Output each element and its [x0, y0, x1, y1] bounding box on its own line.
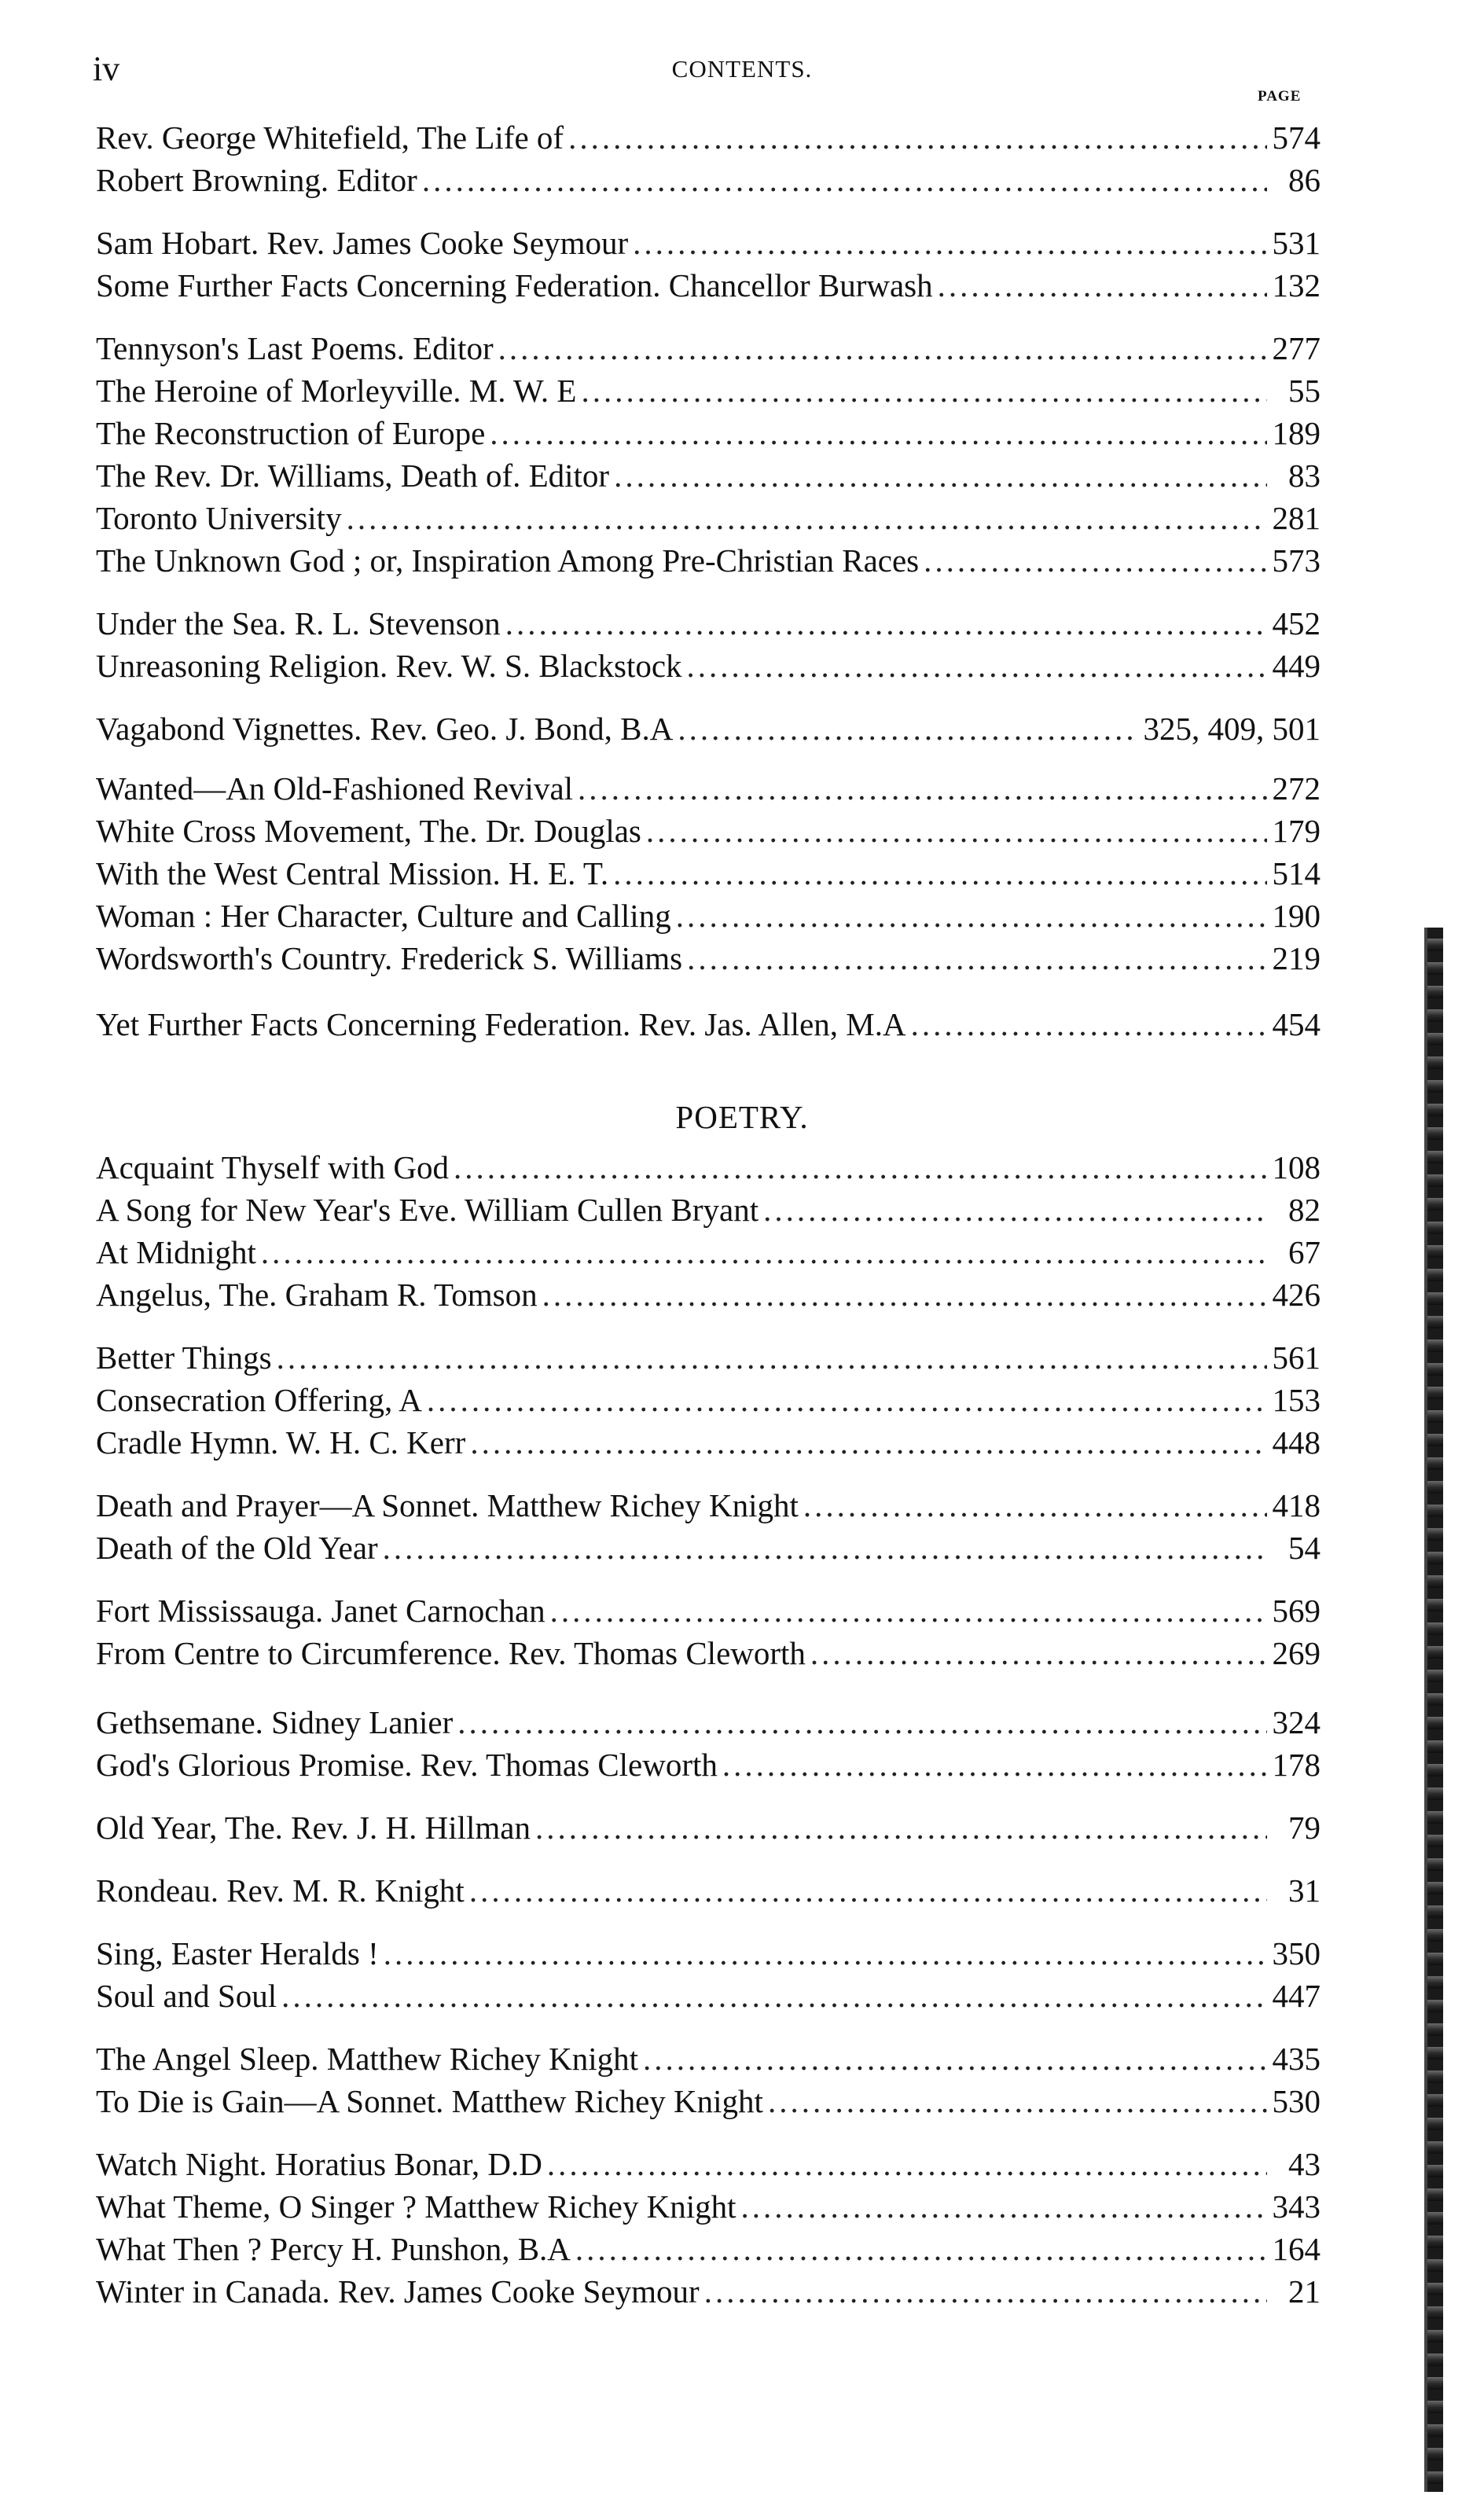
entry-page: 83: [1288, 457, 1321, 494]
entry-page: 189: [1272, 415, 1321, 451]
page-number: iv: [93, 50, 120, 88]
toc-entry: [96, 2038, 1321, 2080]
page-header: [0, 46, 1484, 93]
entry-page: 132: [1272, 267, 1321, 303]
toc-entry: [96, 2228, 1321, 2270]
entry-page: 79: [1288, 1810, 1321, 1846]
entry-title: Unreasoning Religion. Rev. W. S. Blackstock: [96, 648, 682, 684]
toc-entry: [96, 1527, 1321, 1569]
entry-title: Toronto University: [96, 500, 342, 536]
dot-leader: [535, 1806, 1267, 1849]
entry-title: Wanted—An Old-Fashioned Revival: [96, 770, 574, 807]
toc-entry: [96, 1589, 1321, 1632]
entry-title: At Midnight: [96, 1234, 256, 1270]
toc-entry: [96, 1975, 1321, 2017]
entry-title: Gethsemane. Sidney Lanier: [96, 1704, 454, 1740]
entry-page: 426: [1272, 1277, 1321, 1313]
dot-leader: [281, 1975, 1267, 2017]
dot-leader: [614, 454, 1267, 497]
dot-leader: [384, 1932, 1267, 1975]
toc-entry: [96, 1744, 1321, 1786]
dot-leader: [678, 707, 1138, 750]
entry-title: Angelus, The. Graham R. Tomson: [96, 1277, 538, 1313]
entry-page: 452: [1272, 605, 1321, 641]
entry-page: 153: [1272, 1382, 1321, 1418]
dot-leader: [911, 1003, 1267, 1045]
dot-leader: [643, 2038, 1267, 2080]
entry-title: Better Things: [96, 1339, 272, 1376]
entry-page: 281: [1272, 500, 1321, 536]
toc-entry: [96, 1146, 1321, 1189]
dot-leader: [810, 1632, 1267, 1674]
entry-title: Woman : Her Character, Culture and Calling: [96, 898, 671, 934]
entry-page: 449: [1272, 648, 1321, 684]
toc-entry: [96, 2143, 1321, 2185]
toc-entry: [96, 222, 1321, 264]
entry-page: 31: [1288, 1872, 1321, 1909]
entry-title: White Cross Movement, The. Dr. Douglas: [96, 813, 641, 849]
entry-page: 561: [1272, 1339, 1321, 1376]
dot-leader: [578, 767, 1267, 810]
entry-title: Soul and Soul: [96, 1978, 277, 2014]
entry-title: Old Year, The. Rev. J. H. Hillman: [96, 1810, 531, 1846]
entry-page: 269: [1272, 1635, 1321, 1671]
entry-page: 435: [1272, 2041, 1321, 2077]
toc-entry: [96, 539, 1321, 582]
entry-page: 21: [1288, 2273, 1321, 2309]
toc-entry: [96, 1189, 1321, 1231]
running-title: CONTENTS.: [671, 55, 813, 83]
toc-entry: [96, 2185, 1321, 2228]
dot-leader: [687, 937, 1267, 979]
dot-leader: [575, 2228, 1267, 2270]
toc-entry: [96, 1003, 1321, 1045]
dot-leader: [550, 1589, 1267, 1632]
dot-leader: [498, 327, 1267, 369]
entry-title: Winter in Canada. Rev. James Cooke Seymour: [96, 2273, 700, 2309]
entry-page: 190: [1272, 898, 1321, 934]
dot-leader: [547, 2143, 1267, 2185]
dot-leader: [347, 497, 1267, 539]
entry-page: 514: [1272, 855, 1321, 891]
toc-entry: [96, 1701, 1321, 1744]
dot-leader: [490, 412, 1267, 454]
entry-page: 343: [1272, 2188, 1321, 2225]
entry-title: Cradle Hymn. W. H. C. Kerr: [96, 1424, 466, 1461]
entry-title: The Reconstruction of Europe: [96, 415, 486, 451]
entry-page: 108: [1272, 1149, 1321, 1185]
entry-title: Sing, Easter Heralds !: [96, 1935, 379, 1971]
toc-entry: [96, 454, 1321, 497]
entry-title: The Angel Sleep. Matthew Richey Knight: [96, 2041, 639, 2077]
toc-entry: [96, 327, 1321, 369]
dot-leader: [470, 1421, 1267, 1464]
entry-page: 530: [1272, 2083, 1321, 2119]
toc-entry: [96, 1806, 1321, 1849]
dot-leader: [505, 602, 1267, 645]
entry-page: 164: [1272, 2231, 1321, 2267]
entry-title: Wordsworth's Country. Frederick S. Williams: [96, 940, 683, 976]
toc-entry: [96, 937, 1321, 979]
entry-page: 86: [1288, 162, 1321, 198]
poetry-heading: POETRY.: [675, 1099, 809, 1135]
entry-title: Sam Hobart. Rev. James Cooke Seymour: [96, 225, 629, 261]
dot-leader: [646, 810, 1267, 852]
dot-leader: [803, 1484, 1267, 1527]
dot-leader: [613, 852, 1267, 895]
entry-page: 447: [1272, 1978, 1321, 2014]
toc-entry: [96, 264, 1321, 307]
toc-entry: [96, 1421, 1321, 1464]
toc-entry: [96, 369, 1321, 412]
toc-entry: [96, 645, 1321, 687]
toc-entry: [96, 1336, 1321, 1379]
entry-page: 531: [1272, 225, 1321, 261]
entry-page: 573: [1272, 542, 1321, 579]
dot-leader: [704, 2270, 1267, 2313]
entry-title: What Then ? Percy H. Punshon, B.A: [96, 2231, 571, 2267]
entry-page: 54: [1288, 1530, 1321, 1566]
entry-title: Watch Night. Horatius Bonar, D.D: [96, 2146, 542, 2182]
toc-entry: [96, 159, 1321, 201]
dot-leader: [542, 1273, 1267, 1316]
dot-leader: [277, 1336, 1267, 1379]
toc-entry: [96, 602, 1321, 645]
entry-page: 454: [1272, 1006, 1321, 1042]
toc-entry: [96, 810, 1321, 852]
entry-title: Yet Further Facts Concerning Federation. Rev. Jas. Allen, M.A: [96, 1006, 906, 1042]
dot-leader: [422, 159, 1267, 201]
entry-title: What Theme, O Singer ? Matthew Richey Knight: [96, 2188, 736, 2225]
dot-leader: [633, 222, 1267, 264]
page-column-label: PAGE: [1258, 88, 1302, 105]
dot-leader: [469, 1869, 1267, 1912]
toc-entry: [96, 1231, 1321, 1273]
entry-page: 350: [1272, 1935, 1321, 1971]
toc-entry: [96, 1379, 1321, 1421]
entry-page: 67: [1288, 1234, 1321, 1270]
entry-page: 418: [1272, 1487, 1321, 1523]
entry-page: 178: [1272, 1747, 1321, 1783]
entry-page: 82: [1288, 1192, 1321, 1228]
toc-entry: [96, 767, 1321, 810]
entry-title: With the West Central Mission. H. E. T.: [96, 855, 609, 891]
entry-title: Vagabond Vignettes. Rev. Geo. J. Bond, B.A: [96, 711, 674, 747]
toc-entry: [96, 116, 1321, 159]
page-edge-shadow: [1424, 928, 1443, 2492]
entry-title: Rondeau. Rev. M. R. Knight: [96, 1872, 465, 1909]
entry-title: The Rev. Dr. Williams, Death of. Editor: [96, 457, 610, 494]
dot-leader: [924, 539, 1267, 582]
entry-title: Robert Browning. Editor: [96, 162, 417, 198]
toc-entry: [96, 1484, 1321, 1527]
entry-title: From Centre to Circumference. Rev. Thomas Cleworth: [96, 1635, 806, 1671]
dot-leader: [261, 1231, 1267, 1273]
entry-title: God's Glorious Promise. Rev. Thomas Cleworth: [96, 1747, 718, 1783]
entry-title: Consecration Offering, A: [96, 1382, 422, 1418]
entry-title: The Heroine of Morleyville. M. W. E: [96, 373, 577, 409]
entry-page: 219: [1272, 940, 1321, 976]
entry-page: 272: [1272, 770, 1321, 807]
entry-title: A Song for New Year's Eve. William Cullen Bryant: [96, 1192, 759, 1228]
toc-entry: [96, 707, 1321, 750]
entry-title: Under the Sea. R. L. Stevenson: [96, 605, 501, 641]
dot-leader: [938, 264, 1267, 307]
toc-entry: [96, 412, 1321, 454]
entry-page: 277: [1272, 330, 1321, 366]
toc-entry: [96, 2080, 1321, 2122]
dot-leader: [722, 1744, 1267, 1786]
dot-leader: [454, 1146, 1267, 1189]
toc-entry: [96, 1632, 1321, 1674]
dot-leader: [581, 369, 1267, 412]
entry-page: 179: [1272, 813, 1321, 849]
toc-entry: [96, 895, 1321, 937]
entry-title: Death and Prayer—A Sonnet. Matthew Richey Knight: [96, 1487, 799, 1523]
entry-page: 574: [1272, 119, 1321, 156]
entry-title: Tennyson's Last Poems. Editor: [96, 330, 494, 366]
entry-page: 569: [1272, 1593, 1321, 1629]
dot-leader: [676, 895, 1267, 937]
dot-leader: [687, 645, 1267, 687]
toc-entry: [96, 1273, 1321, 1316]
entry-title: Rev. George Whitefield, The Life of: [96, 119, 564, 156]
dot-leader: [741, 2185, 1268, 2228]
dot-leader: [457, 1701, 1267, 1744]
toc-entry: [96, 497, 1321, 539]
toc-entry: [96, 852, 1321, 895]
entry-title: Death of the Old Year: [96, 1530, 378, 1566]
entry-page: 43: [1288, 2146, 1321, 2182]
dot-leader: [383, 1527, 1267, 1569]
entry-page: 324: [1272, 1704, 1321, 1740]
toc-entry: [96, 1869, 1321, 1912]
entry-page: 325, 409, 501: [1143, 711, 1321, 747]
toc-entry: [96, 2270, 1321, 2313]
entry-title: Fort Mississauga. Janet Carnochan: [96, 1593, 545, 1629]
dot-leader: [568, 116, 1267, 159]
dot-leader: [427, 1379, 1267, 1421]
dot-leader: [763, 1189, 1267, 1231]
entry-page: 55: [1288, 373, 1321, 409]
toc-entry: [96, 1932, 1321, 1975]
dot-leader: [768, 2080, 1267, 2122]
entry-title: To Die is Gain—A Sonnet. Matthew Richey Knight: [96, 2083, 763, 2119]
entry-title: The Unknown God ; or, Inspiration Among Pre-Christian Races: [96, 542, 920, 579]
entry-title: Some Further Facts Concerning Federation. Chancellor Burwash: [96, 267, 933, 303]
entry-page: 448: [1272, 1424, 1321, 1461]
entry-title: Acquaint Thyself with God: [96, 1149, 450, 1185]
